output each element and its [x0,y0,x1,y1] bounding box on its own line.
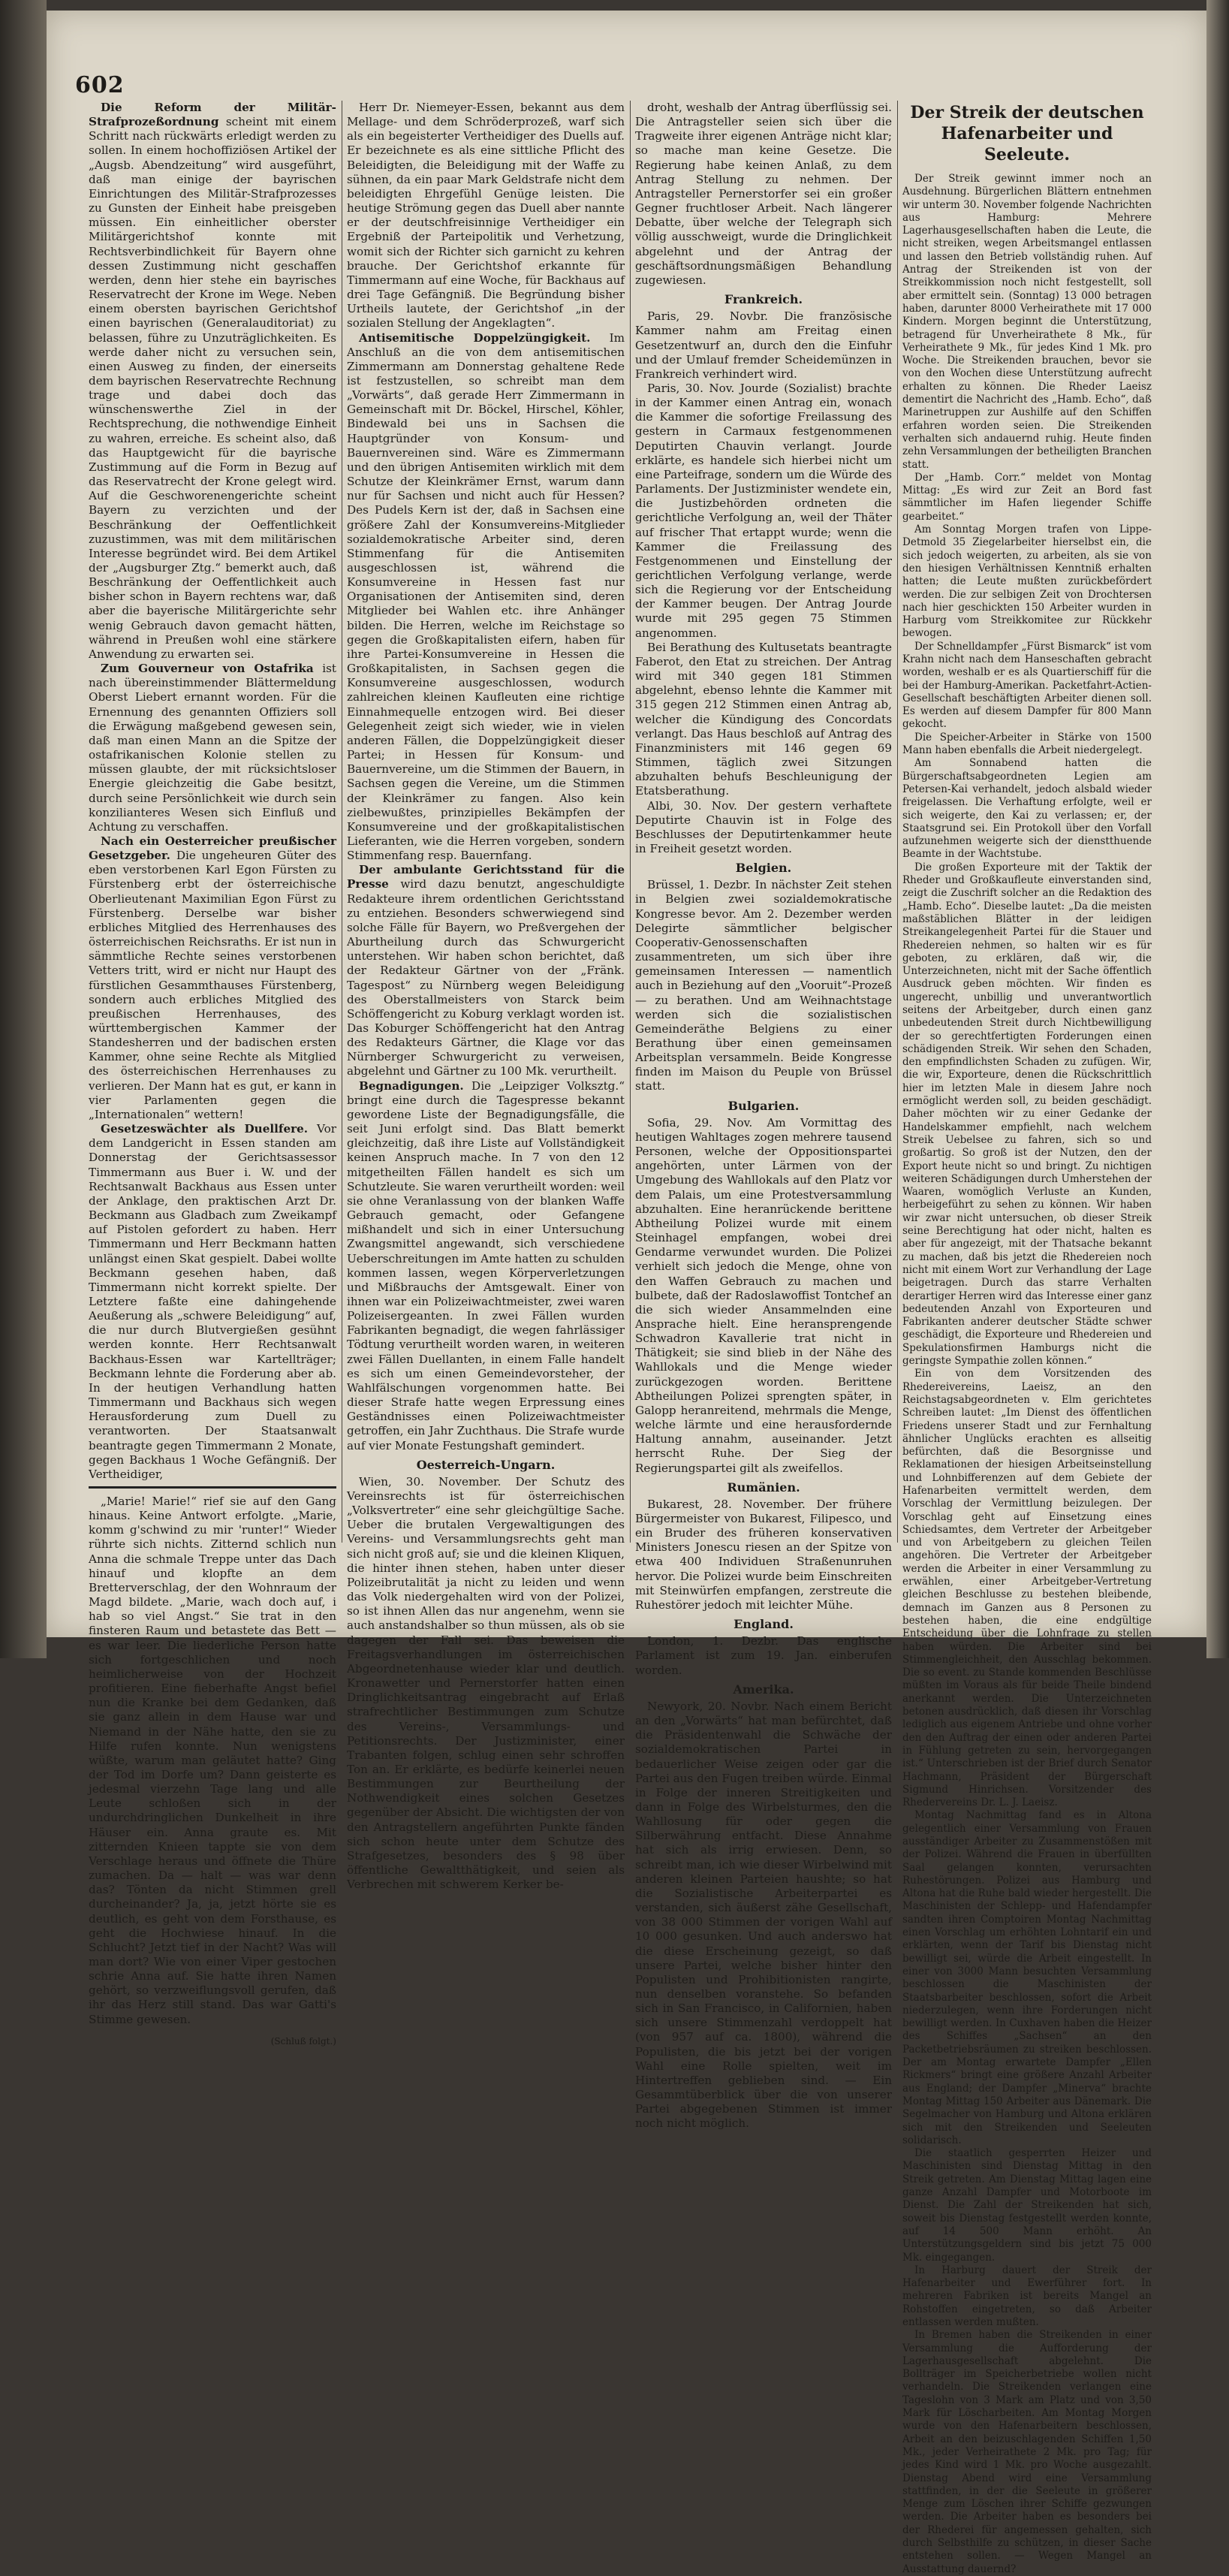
article-antisemitic [347,331,625,864]
column-3 [635,101,893,2131]
article-newyork: Newyork, 20. Novbr. Nach einem Bericht an den „Vorwärts“ hat man befürchtet, daß die Präsidentenwahl die Schwäche der sozialdemokratischen Partei in bedauerlicher Weise zeigen oder gar die Partei aus den Fugen treiben würde. Einmal in Folge der inneren Streitigkeiten und dann in Folge des Wirbelsturmes, den die Wahllosung für oder gegen die Silberwährung entfacht. Diese Annahme hat sich als irrig erwiesen. Denn, so schreibt man, ich wie dieser Wirbelwind mit anderen kleinen Parteien haushte; so hat die Sozialistische Arbeiterpartei es verstanden, sich äußerst zähe Gesellschaft, von 38 000 Stimmen der vorigen Wahl auf 10 000 gesunken. Und auch anderswo hat die diese Erscheinung gezeigt, so daß unsere Partei, welche bisher hinter den Populisten und Prohibitionisten rangirte, nun denselben voranstehe. So befanden sich in San Francisco, in Californien, haben sich unsere Stimmenzahl verdoppelt hat (von 957 auf ca. 1800), während die Populisten, die bis jetzt bei der vorigen Wahl eine Rolle spielten, weit im Hintertreffen geblieben sind. — Ein Gesammtüberblick über die von unserer Partei abgegebenen Stimmen ist immer noch nicht möglich. [635,1699,893,2131]
article-duell-continued: Herr Dr. Niemeyer-Essen, bekannt aus dem Mellage- und dem Schröderprozeß, warf sich als ein begeisterter Vertheidiger des Duells auf. Er bezeichnete es als eine sittliche Pflicht des Beleidigten, die Beleidigung mit der Waffe zu sühnen, da ein paar Mark Geldstrafe nicht dem beleidigten Ehrgefühl Genüge leisten. Die heutige Strömung gegen das Duell aber nannte er der deutschfreisinnige Vertheidiger ein Ergebniß der Parteipolitik und Verhetzung, womit sich der Richter sich garnicht zu kehren brauche. Der Gerichtshof erkannte für Timmermann auf eine Woche, für Backhaus auf drei Tage Gefängniß. Die Begründung bisher Urtheils lautete, der Gerichtshof „in der sozialen Stellung der Angeklagten“. [347,101,625,330]
article-body: wird dazu benutzt, angeschuldigte Redakteure ihrem ordentlichen Gerichtsstand zu entziehen. Besonders schwerwiegend sind solche Fälle für Bayern, wo Preßvergehen der Aburtheilung durch das Schwurgericht unterstehen. Wir haben schon berichtet, daß der Redakteur Gärtner von der „Fränk. Tagespost“ zu Nürnberg wegen Beleidigung des Oberstallmeisters von Starck beim Schöffengericht zu Koburg verklagt worden ist. Das Koburger Schöffengericht hat den Antrag des Redakteurs Gärtner, die Klage vor das Nürnberger Schwurgericht zu verweisen, abgelehnt und Gärtner zu 100 Mk. verurtheilt. [347,877,625,1078]
strike-paragraph: Die staatlich gesperrten Heizer und Maschinisten sind Dienstag Mittag in den Streik getreten. Am Dienstag Mittag lagen eine ganze Anzahl Dampfer und Motorboote im Dienst. Die Zahl der Streikenden hat sich, soweit bis Dienstag festgestellt werden konnte, auf 14 500 Mann erhöht. An Unterstützungsgeldern sind bis jetzt 75 000 Mk. eingegangen. [902,2147,1152,2264]
article-bukarest: Bukarest, 28. November. Der frühere Bürgermeister von Bukarest, Filipesco, und ein Bruder des früheren konservativen Ministers Jonescu riesen an der Spitze von etwa 400 Individuen Straßenunruhen hervor. Die Polizei wurde beim Einschreiten mit Steinwürfen empfangen, zerstreute die Ruhestörer jedoch mit leichter Mühe. [635,1497,892,1612]
continued-note: (Schluß folgt.) [270,2035,336,2047]
article-body: Die „Leipziger Volksztg.“ bringt eine durch die Tagespresse bekannt gewordene Liste der Begnadigungsfälle, die seit Juni erfolgt sind. Das Blatt bemerkt gleichzeitig, daß ihre Liste auf Vollständigkeit keinen Anspruch mache. In 7 von den 12 mitgetheilten Fällen handelt es sich um Schutzleute. Sie waren verurtheilt worden: weil sie ohne Veranlassung von der blanken Waffe Gebrauch gemacht, oder Gefangene mißhandelt und sich in einer Untersuchung Zwangsmittel angewandt, sich verschiedene Ueberschreitungen im Amte hatten zu schulden kommen lassen, wegen Körperverletzungen und Mißbrauchs der Amtsgewalt. Einer von ihnen war ein Polizeiwachtmeister, zwei waren Polizeisergeanten. In zwei Fällen wurden Fabrikanten begnadigt, die wegen fahrlässiger Tödtung verurtheilt worden waren, in weiteren zwei Fällen Duellanten, in einem Falle handelt es sich um einen Gemeindevorsteher, der Wahlfälschungen vorgenommen hatte. Bei dieser Strafe hatte wegen Erpressung eines Geständnisses einen Polizeiwachtmeister getroffen, ein Jahr Zuchthaus. Die Strafe wurde auf vier Monate Festungshaft gemindert. [347,1078,625,1452]
section-heading-england: England. [733,1617,794,1632]
article-paris-3: Bei Berathung des Kultusetats beantragte Faberot, den Etat zu streichen. Der Antrag wird mit 340 gegen 181 Stimmen abgelehnt, ebenso lehnte die Kammer mit 315 gegen 212 Stimmen einen Antrag ab, welcher die Kündigung des Concordats verlangt. Das Haus beschloß auf Antrag des Finanzministers mit 146 gegen 69 Stimmen, täglich zwei Sitzungen abzuhalten behufs Beschleunigung der Etatsberathung. [635,640,892,798]
article-london: London, 1. Dezbr. Das englische Parlament ist zum 19. Jan. einberufen worden. [635,1634,892,1677]
article-lead: Der ambulante Gerichtsstand für die Presse [347,863,625,891]
article-lead: Zum Gouverneur von Ostafrika [101,662,314,676]
article-press-court [347,863,625,1078]
strike-paragraph: Am Sonntag Morgen trafen von Lippe-Detmold 35 Ziegelarbeiter hierselbst ein, die sich jedoch weigerten, zu arbeiten, als sie von den hiesigen Verhältnissen Kenntniß erhalten hatten; die Leute mußten zurückbefördert werden. Die zur selbigen Zeit von Drochtersen nach hier geschickten 150 Arbeiter wurden in Harburg vom Streikkomitee zur Rückkehr bewogen. [902,523,1152,640]
section-heading-bulgaria: Bulgarien. [727,1098,800,1113]
scan-binding-edge [0,0,47,1658]
article-albi: Albi, 30. Nov. Der gestern verhaftete Deputirte Chauvin ist in Folge des Beschlusses der Deputirtenkammer heute in Freiheit gesetzt worden. [635,798,892,855]
article-fuerstenberg [89,834,336,1122]
article-lead: Die Reform der Militär-Strafprozeßordnung [89,101,336,129]
article-lead: Nach ein Oesterreicher preußischer Gesetzgeber. [89,834,336,863]
column-4 [902,101,1152,2575]
strike-paragraph: Der Schnelldampfer „Fürst Bismarck“ ist vom Krahn nicht nach dem Hanseschaften gebracht worden, weshalb er es als Quartierschiff für die bei der Hamburg-Amerikan. Packetfahrt-Actien-Gesellschaft beschäftigten Arbeiter dienen soll. Es werden auf diesem Dampfer für 800 Mann gekocht. [902,640,1152,731]
article-ostafrika [89,662,336,834]
article-lead: Begnadigungen. [359,1078,464,1093]
article-duell [89,1122,336,1482]
article-military-reform [89,101,336,662]
section-heading-belgium: Belgien. [735,861,792,876]
article-body: Die ungeheuren Güter des eben verstorbenen Karl Egon Fürsten zu Fürstenberg erbt der österreichische Oberlieutenant Maximilian Egon Fürst zu Fürstenberg. Derselbe war bisher erbliches Mitglied des Herrenhauses des österreichischen Reichsraths. Er ist nun in sämmtliche Rechte seines verstorbenen Vetters tritt, wird er nicht nur Haupt des fürstlichen Gesammthauses Fürstenberg, sondern auch erbliches Mitglied des preußischen Herrenhauses, des württembergischen Kammer der Standesherren und der badischen ersten Kammer, ohne seine Rechte als Mitglied des österreichischen Herrenhauses zu verlieren. Der Mann hat es gut, er kann in vier Parlamenten gegen die „Internationalen“ wettern! [89,849,336,1121]
section-heading-america: Amerika. [733,1682,794,1697]
article-paris-1: Paris, 29. Novbr. Die französische Kammer nahm am Freitag einen Gesetzentwurf an, durch den die Einfuhr und der Umlauf fremder Scheidemünzen in Frankreich verhindert wird. [635,309,892,381]
article-lead: Antisemitische Doppelzüngigkeit. [359,330,591,345]
article-brussels: Brüssel, 1. Dezbr. In nächster Zeit stehen in Belgien zwei sozialdemokratische Kongresse bevor. Am 2. Dezember werden Delegirte sämmtlicher belgischer Cooperativ-Genossenschaften zusammentreten, um sich über ihre gemeinsamen Interessen — namentlich auch in Beziehung auf den „Vooruit“-Prozeß — zu berathen. Und am Weihnachtstage werden sich die sozialistischen Gemeinderäthe Belgiens zu einer Berathung über einen gemeinsamen Arbeitsplan versammeln. Beide Kongresse finden im Maison du Peuple von Brüssel statt. [635,878,892,1093]
strike-paragraph: In Bremen haben die Streikenden in einer Versammlung die Aufforderung der Lagerhausgesellschaft abgelehnt. Die Bollträger im Speicherbetriebe wollen nicht verhandeln. Die Streikenden verlangen eine Tageslohn von 3 Mark am Platz und von 3,50 Mark für Löscharbeiten. Am Montag Morgen wurde von den Hafenarbeitern beschlossen, Arbeit an den beizuschlagenden Schiffen 1,50 Mk., jeder Verheirathete 2 Mk. pro Tag; für jedes Kind wird 1 Mk. pro Woche ausgezahlt. Dienstag Abend wird eine Versammlung stattfinden, in der die Seeleute in größerer Menge zum Löschen ihrer Schiffe gezwungen werden. Die Arbeiter haben es besonders bei der Rhederei für angemessen gehalten, sich durch Selbsthilfe zu schützen, in dieser Sache entstehen sollen. — Wegen Mangel an Ausstattung dauernd? [902,2329,1152,2575]
strike-paragraph: Ein von dem Vorsitzenden des Rhedereivereins, Laeisz, an den Reichstagsabgeordneten v. Elm gerichtetes Schreiben lautet: „Im Dienst des öffentlichen Friedens unserer Stadt und zur Fernhaltung ähnlicher Unglücks erachten es allseitig befürchten, daß die Besorgnisse und Reklamationen der hiesigen Arbeitseinstellung und Lohnbifferenzen auf dem Gebiete der Hafenarbeiten vermittelt werden, dem Vorschlag der Vermittlung beizulegen. Der Vorschlag geht auf Einsetzung eines Schiedsamtes, dem Vertreter der Arbeitgeber und von Arbeitgebern zu gleichen Teilen angehören. Die Vertreter der Arbeitgeber werden die Arbeiter in einer Versammlung zu erwählen, einer Arbeitgeber-Vertretung gleichen Beschlusse zu bestehen bleibende, demnach im Ganzen aus 8 Personen zu bestehen haben, die eine endgültige Entscheidung über die Lohnfrage zu stellen haben würden. Die Arbeiter sind bei Stimmengleichheit, den Ausschlag bekommen. Die so event. zu Stande kommenden Beschlüsse müßten im Voraus als für beide Theile bindend anerkannt werden. Die Unterzeichneten betonen ausdrücklich, daß diesen ihr Vorschlag lediglich aus eigenem Antriebe und ohne vorher den den Auftrag der einen oder anderen Partei in Fühlung getreten zu sein, hervorgegangen ist.“ Unterschrieben ist der Brief durch Senator Hachmann, Präsident der Bürgerschaft Sigmund Hinrichsen. Vorsitzender des Rhedervereins Dr. L. J. Laeisz. [902,1368,1152,1809]
column-rule [630,101,631,1543]
strike-paragraph: Die großen Exporteure mit der Taktik der Rheder und Großkaufleute einverstanden sind, zeigt die Zuschrift solcher an die Redaktion des „Hamb. Echo“. Dieselbe lautet: „Da die meisten maßstäblichen Blätter in der leidigen Streikangelegenheit Partei für die Stauer und Rhedereien nehmen, so halten wir es für geboten, zu erklären, daß wir, die Unterzeichneten, nicht mit der Sache öffentlich Ausdruck geben möchten. Wir finden es ungerecht, unbillig und unverantwortlich seitens der Arbeitgeber, durch einen ganz unbedeutenden Streit durch Nichtbewilligung der so gerechtfertigten Forderungen einen schädigenden Streik. Wir sehen den Schaden, den empfindlichsten Schaden zu zufügen. Wir, die wir, Exporteure, denen die Rückschrittlich hier im letzten Male in diesem Jahre noch ermöglicht werden soll, zu beiden geschädigt. Daher möchten wir zu einer Gedanke der Handelskammer empfiehlt, nach welchem Streik Uebelsee zu fahren, sich so und großartig. So groß ist der Nutzen, den der Export heute nicht so und bringt. Zu nichtigen weiteren Schädigungen durch Umherstehen der Waaren, womöglich Verluste an Kunden, herbeigeführt zu sehen zu können. Wir haben wir zwar nicht untersuchen, ob dieser Streik seine Berechtigung hat oder nicht, halten es aber für angezeigt, mit der Thatsache bekannt zu machen, daß bis jetzt die Rhedereien noch nicht mit einem Wort zur Verhandlung der Lage beigetragen. Durch das starre Verhalten derartiger Herren wird das Interesse einer ganz bedeutenden Anzahl von Exporteuren und Fabrikanten anderer deutscher Städte schwer geschädigt, die Exporteure und Rhedereien und Spekulationsfirmen Hamburgs nicht die geringste Sympathie zollen können.“ [902,861,1152,1368]
section-heading-romania: Rumänien. [727,1480,800,1495]
article-vienna: Wien, 30. November. Der Schutz des Vereinsrechts ist für österreichischen „Volksvertreter“ eine sehr gleichgültige Sache. Ueber die brutalen Vergewaltigungen des Vereins- und Versammlungsrechts geht man sich nicht groß auf; sie und die kleinen Kliquen, die hinter ihnen stehen, haben unter dieser Polizeibrutalität ja nicht zu leiden und wenn das Volk niedergehalten wird von der Polizei, so ist ihnen Allen das nur angenehm, wenn sie auch anstandshalber so thun müssen, als ob sie dagegen der Fall sei. Das beweisen die Freitagsverhandlungen im österreichischen Abgeordnetenhause wieder klar und deutlich. Kronawetter und Pernerstorfer hatten einen Dringlichkeitsantrag eingebracht auf Erlaß strafrechtlicher Bestimmungen zum Schutze des Vereins-, Versammlungs- und Petitionsrechts. Der Justizminister, einer Trabanten folgen, schlug einen sehr schroffen Ton an. Er erklärte, es bedürfe keinerlei neuen Bestimmungen zur Beurtheilung der Nothwendigkeit eines solchen Gesetzes gegenüber der Absicht. Die wichtigsten der von den Antragstellern angeführten Punkte fänden sich schon heute unter dem Schutze des Strafgesetzes, besonders des § 98 über öffentliche Gewaltthätigkeit, und seien als Verbrechen mit schwerem Kerker be- [347,1474,625,1892]
article-pardons [347,1079,625,1453]
article-body: scheint mit einem Schritt nach rückwärts erledigt werden zu sollen. In einem hochoffiziösen Artikel der „Augsb. Abendzeitung“ wird ausgeführt, daß man einige der bayrischen Einrichtungen des Militär-Strafprozesses zu Gunsten der Einheit habe preisgeben müssen. Ein einheitlicher oberster Militärgerichtshof konnte mit Rechtsverbindlichkeit für Bayern ohne dessen Zustimmung nicht geschaffen werden, denn hier stehe ein bayrisches Reservatrecht der Krone im Wege. Neben einem obersten bayrischen Gerichtshof einen bayrischen (Generalauditoriat) zu belassen, führe zu Unzuträglichkeiten. Es werde daher nicht zu versuchen sein, einen Ausweg zu finden, der einerseits dem bayrischen Reservatrechte Rechnung trage und dabei doch das wünschenswerthe Ziel in der Rechtsprechung, die nothwendige Einheit zu wahren, erreiche. Es scheint also, daß das Hauptgewicht für die bayrische Zustimmung auf die Form in Bezug auf das Reservatrecht der Krone gelegt wird. Auf die Geschworenengerichte scheint Bayern zu verzichten und der Beschränkung der Oeffentlichkeit zuzustimmen, was mit dem militärischen Interesse begründet wird. Bei dem Artikel der „Augsburger Ztg.“ bemerkt auch, daß Beschränkung der Oeffentlichkeit auch bisher schon in Bayern rechtens war, daß aber die bayerische Militärgerichte sehr wenig Gebrauch davon gemacht hätten, während in Preußen wohl eine stärkere Anwendung zu erwarten sei. [89,115,336,661]
feuilleton-story: „Marie! Marie!“ rief sie auf den Gang hinaus. Keine Antwort erfolgte. „Marie, komm g'schwind zu mir 'runter!“ Wieder rührte sich nichts. Zitternd schlich nun Anna die schmale Treppe unter das Dach hinauf und klopfte an dem Bretterverschlag, der den Wohnraum der Magd bildete. „Marie, wach doch auf, i hab so viel Angst.“ Sie trat in den finsteren Raum und betastete das Bett — es war leer. Die liederliche Person hatte sich fortgeschlichen und noch heimlicherweise von der Hochzeit profitieren. Eine fieberhafte Angst befiel nun die Kranke bei dem Gedanken, daß sie ganz allein in dem Hause war und Niemand in der Nähe hatte, den sie zu Hilfe rufen konnte. Nun wenigstens wüßte, warum man geläutet hatte? Ging der Tod im Dorfe um? Dann geisterte es jedesmal vierzehn Tage lang und alle Leute schloßen sich in der undurchdringlichen Dunkelheit in ihre Häuser ein. Anna graute es. Mit zitternden Knieen tappte sie von dem Verschlage heraus und öffnete die Thüre zumachen. Da — halt — was war denn das? Tönten da nicht Stimmen grell durcheinander? Ja, ja, jetzt hörte sie es deutlich, es geht von dem Forsthause, es geht die Hochwiese hinauf. In die Schlucht? Jetzt tief in der Nacht? Was will man dort? Wie von einer Viper gestochen schrie Anna auf. Sie hatte ihren Namen gehört, so verzweiflungsvoll gerufen, daß ihr das Herz still stand. Das war Gatti's Stimme gewesen. [89,1495,336,2026]
column-rule [897,101,898,1543]
section-heading-france: Frankreich. [724,292,803,307]
strike-paragraph: In Harburg dauert der Streik der Hafenarbeiter und Ewerführer fort. In mehreren Fabriken ist bereits Mangel an Rohstoffen eingetreten, so daß Arbeiter entlassen werden mußten. [902,2264,1152,2328]
section-heading-austria: Oesterreich-Ungarn. [416,1457,556,1472]
article-vienna-continued: droht, weshalb der Antrag überflüssig sei. Die Antragsteller seien sich über die Tragweite ihrer eigenen Anträge nicht klar; so mache man keine Gesetze. Die Regierung habe keinen Anlaß, zu dem Antrag Stellung zu nehmen. Der Antragsteller Pernerstorfer sei ein großer Gegner fruchtloser Arbeit. Nach längerer Debatte, über welche der Telegraph sich völlig ausschweigt, wurde die Dringlichkeit abgelehnt und der Antrag der geschäftsordnungsmäßigen Behandlung zugewiesen. [635,101,892,287]
strike-paragraph: Am Sonnabend hatten die Bürgerschaftsabgeordneten Legien am Petersen-Kai verhandelt, jedoch alsbald wieder freigelassen. Die Verhaftung erfolgte, weil er sich weigerte, den Kai zu verlassen; er, der Staatsgrund sei. Ein Protokoll über den Vorfall aufzunehmen weigerte sich der dienstthuende Beamte in der Wachtstube. [902,757,1152,861]
column-1 [89,101,337,2047]
article-lead: Gesetzeswächter als Duellfere. [101,1122,309,1136]
article-sofia: Sofia, 29. Nov. Am Vormittag des heutigen Wahltages zogen mehrere tausend Personen, welche der Oppositionspartei angehörten, unter Lärmen von der Umgebung des Wahllokals auf den Platz vor dem Palais, um eine Protestversammlung abzuhalten. Eine heranrückende berittene Abtheilung Polizei wurde mit einem Steinhagel empfangen, wobei drei Gendarme verwundet wurden. Die Polizei verhielt sich jedoch die Menge, ohne von den Waffen Gebrauch zu machen und bulbete, daß der Radoslawoffist Tontchef an die sich wieder Ansammelnden eine Ansprache hielt. Eine heransprengende Schwadron Kavallerie trat nicht in Thätigkeit; sie sind blieb in der Nähe des Wahllokals und die Menge wieder zurückgezogen worden. Berittene Abtheilungen Polizei sprengten später, in Galopp heranreitend, mehrmals die Menge, welche lärmte und eine herausfordernde Haltung annahm, auseinander. Jetzt herrscht Ruhe. Der Sieg der Regierungspartei gilt als zweifellos. [635,1115,892,1475]
article-body: ist nach übereinstimmender Blättermeldung Oberst Liebert ernannt worden. Für die Ernennung des genannten Offiziers soll die Erwägung maßgebend gewesen sein, daß man einen Mann an die Spitze der ostafrikanischen Kolonie stellen zu müssen glaubte, der mit rücksichtsloser Energie gleichzeitig die Gabe besitzt, durch seine Persönlichkeit wie durch sein konzilianteres Wesen sich Einfluß und Achtung zu verschaffen. [89,662,336,834]
headline-strike: Der Streik der deutschen Hafenarbeiter und Seeleute. [910,103,1144,164]
article-body: Vor dem Landgericht in Essen standen am Donnerstag der Gerichtsassessor Timmermann aus Buer i. W. und der Rechtsanwalt Backhaus aus Essen unter der Anklage, den praktischen Arzt Dr. Beckmann aus Gladbach zum Zweikampf auf Pistolen gefordert zu haben. Herr Timmermann und Herr Beckmann hatten unlängst einen Skat gespielt. Dabei wollte Beckmann gesehen haben, daß Timmermann nicht korrekt spielte. Der Letztere faßte eine dahingehende Aeußerung als „schwere Beleidigung“ auf, die nur durch Blutvergießen gesühnt werden konnte. Herr Rechtsanwalt Backhaus-Essen war Kartellträger; Beckmann lehnte die Forderung aber ab. In der heutigen Verhandlung hatten Timmermann und Backhaus sich wegen Herausforderung zum Duell zu verantworten. Der Staatsanwalt beantragte gegen Timmermann 2 Monate, gegen Backhaus 1 Woche Gefängniß. Der Vertheidiger, [89,1122,337,1481]
strike-paragraph: Montag Nachmittag fand es in Altona gelegentlich einer Versammlung von Frauen ausständiger Arbeiter zu Zusammenstößen mit der Polizei. Während die Frauen in überfüllten Saal gelangen konnten, verursachten Ruhestörungen. Polizei aus Hamburg und Altona hat die Ruhe bald wieder hergestellt. Die Maschinisten der Schlepp- und Hafendampfer sandten ihren Comptoiren Montag Nachmittag einen Vorschlag um erhöhten Lohntarif ein und erklärten, wenn der Tarif bis Dienstag nicht bewilligt sei, würde die Arbeit eingestellt. In einer von 3000 Mann besuchten Versammlung beschlossen die Maschinisten der Staatsbarbeiter beschlossen, sofort die Arbeit niederzulegen, wenn ihre Forderungen nicht bewilligt werden. In Cuxhaven haben die Heizer des Schiffes „Sachsen“ an den Packetbetriebsräumen zu streiken beschlossen. Der am Montag erwartete Dampfer „Ellen Rickmers“ bringt eine größere Anzahl Arbeiter aus England; der Dampfer „Minerva“ brachte Montag Mittag 150 Arbeiter aus Dänemark. Die Segelmacher von Hamburg und Altona erklären sich mit den Streikenden und Seeleuten solidarisch. [902,1809,1152,2146]
strike-paragraph: Die Speicher-Arbeiter in Stärke von 1500 Mann haben ebenfalls die Arbeit niedergelegt. [902,731,1152,757]
strike-paragraph: Der Streik gewinnt immer noch an Ausdehnung. Bürgerlichen Blättern entnehmen wir unterm 30. November folgende Nachrichten aus Hamburg: Mehrere Lagerhausgesellschaften haben die Leute, die nicht streiken, wegen Arbeitsmangel entlassen und lassen den Betrieb vollständig ruhen. Auf Antrag der Streikenden ist von der Streikkommission noch nicht festgestellt, soll aber ermittelt sein. (Sonntag) 13 000 betragen haben, darunter 8000 Verheirathete mit 17 000 Kindern. Morgen beginnt die Unterstützung, betragend für Unverheirathete 8 Mk., für Verheirathete 9 Mk., für jedes Kind 1 Mk. pro Woche. Die Streikenden brauchen, bevor sie von den Wochen diese Unterstützung aufrecht erhalten zu können. Die Rheder Laeisz dementirt die Nachricht des „Hamb. Echo“, daß Marinetruppen zur Aushilfe auf den Schiffen erfahren worden seien. Die Streikenden verhalten sich andauernd ruhig. Heute finden zehn Versammlungen der betheiligten Branchen statt. [902,173,1152,471]
strike-paragraph: Der „Hamb. Corr.“ meldet von Montag Mittag: „Es wird zur Zeit an Bord fast sämmtlicher im Hafen liegender Schiffe gearbeitet.“ [902,471,1152,523]
feuilleton-divider [89,1486,336,1489]
article-body: Im Anschluß an die von dem antisemitischen Zimmermann am Donnerstag gehaltene Rede ist festzustellen, so schreibt man dem „Vorwärts“, daß gerade Herr Zimmermann in Gemeinschaft mit Dr. Böckel, Hirschel, Köhler, Bindewald bei uns in Sachsen die Hauptgründer von Konsum- und Bauernvereinen sind. Wäre es Zimmermann und den übrigen Antisemiten wirklich mit dem Schutze der Kleinkrämer Ernst, warum dann nur für Sachsen und nicht auch für Hessen? Des Pudels Kern ist der, daß in Sachsen eine größere Zahl der Konsumvereins-Mitglieder sozialdemokratische Arbeiter sind, deren Stimmenfang für die Antisemiten ausgeschlossen ist, während die Konsumvereine in Hessen fast nur Organisationen der Antisemiten sind, deren Mitglieder bei Wahlen etc. ihre Anhänger bilden. Die Herren, welche im Reichstage so gegen die Großkapitalisten eifern, haben für ihre Partei-Konsumvereine in Hessen die Großkapitalisten, in Sachsen gegen die Konsumvereine ausgeschlossen, wodurch zahlreichen kleinen Kaufleuten eine richtige Einnahmequelle entzogen wird. Bei dieser Gelegenheit zeigt sich wieder, wie in vielen anderen Fällen, die Doppelzüngigkeit dieser Partei; in Hessen für Konsum- und Bauernvereine, um die Stimmen der Bauern, in Sachsen gegen die Vereine, um die Stimmen der Kleinkrämer zu fangen. Also kein zielbewußtes, prinzipielles Bekämpfen der Konsumvereine und der großkapitalistischen Lieferanten, wie die Herren vorgeben, sondern Stimmenfang resp. Bauernfang. [347,330,625,863]
page-number: 602 [75,72,125,98]
article-paris-2: Paris, 30. Nov. Jourde (Sozialist) brachte in der Kammer einen Antrag ein, wonach die Kammer die sofortige Freilassung des gestern in Carmaux festgenommenen Deputirten Chauvin verlangt. Jourde erklärte, es handele sich hierbei nicht um eine Parteifrage, sondern um die Würde des Parlaments. Der Justizminister wendete ein, die Justizbehörden ordneten die gerichtliche Verfolgung an, weil der Thäter auf frischer That ertappt wurde; wenn die Kammer die Freilassung des Festgenommenen und Einstellung der gerichtlichen Verfolgung verlange, werde sich die Regierung vor der Entscheidung der Kammer beugen. Der Antrag Jourde wurde mit 295 gegen 75 Stimmen angenommen. [635,381,892,640]
column-2 [347,101,625,1892]
scan-right-edge [1206,0,1229,1658]
